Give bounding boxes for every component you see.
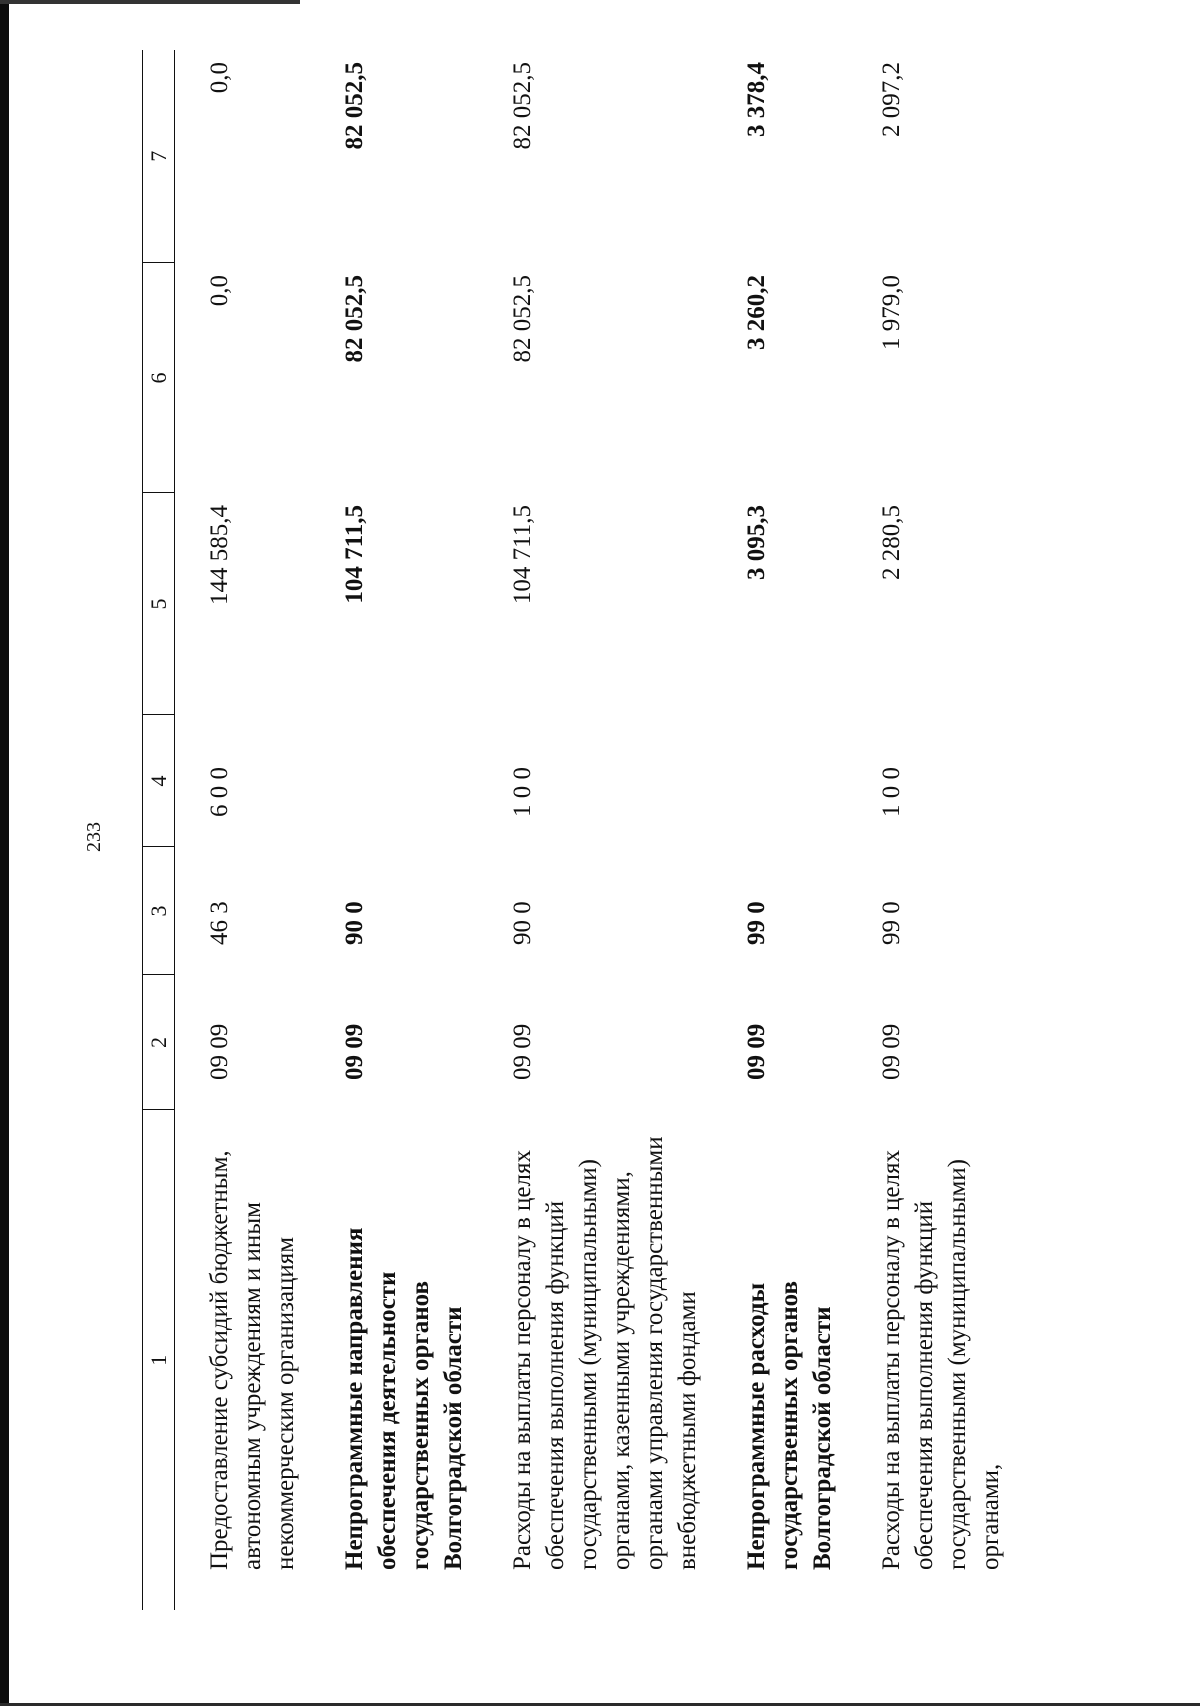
row-description: Непрограммные расходы государственных органов Волгоградской области [743, 1280, 836, 1570]
header-cell: 3 [143, 847, 175, 975]
amount-col7: 2 097,2 [878, 62, 905, 137]
row-description: Предоставление субсидий бюджетным, автономным учреждениям и иным некоммерческим организациям [206, 1150, 299, 1570]
scan-edge-left [0, 0, 9, 1706]
program-code: 99 0 [878, 901, 905, 945]
section-code: 09 09 [206, 1023, 233, 1080]
amount-col6: 82 052,5 [341, 275, 368, 363]
header-cell: 4 [143, 715, 175, 847]
section-code: 09 09 [509, 1023, 536, 1080]
expense-type-code: 1 0 0 [878, 767, 905, 817]
amount-col5: 104 711,5 [341, 505, 368, 604]
rotated-page [142, 50, 1042, 1610]
program-code: 90 0 [509, 901, 536, 945]
table-row [712, 50, 847, 1610]
amount-col5: 104 711,5 [509, 505, 536, 605]
amount-col5: 2 280,5 [878, 505, 905, 580]
header-cell: 2 [143, 975, 175, 1110]
header-cell: 5 [143, 493, 175, 715]
header-cell: 6 [143, 263, 175, 493]
table-row [310, 50, 478, 1610]
section-code: 09 09 [341, 1023, 368, 1080]
row-description: Непрограммные направления обеспечения деятельности государственных органов Волгоградской области [341, 1227, 467, 1570]
table-row [175, 50, 311, 1610]
header-cell: 7 [143, 50, 175, 263]
table-header-row [143, 50, 175, 1610]
table-row [847, 50, 1015, 1610]
program-code: 90 0 [341, 901, 368, 945]
amount-col7: 82 052,5 [341, 62, 368, 150]
amount-col7: 0,0 [206, 62, 233, 94]
program-code: 46 3 [206, 901, 233, 945]
amount-col6: 82 052,5 [509, 275, 536, 363]
amount-col7: 82 052,5 [509, 62, 536, 150]
amount-col7: 3 378,4 [743, 62, 770, 137]
section-code: 09 09 [743, 1023, 770, 1080]
table-row [478, 50, 712, 1610]
scan-edge-top [0, 0, 300, 4]
amount-col6: 1 979,0 [878, 275, 905, 350]
amount-col6: 3 260,2 [743, 275, 770, 350]
section-code: 09 09 [878, 1023, 905, 1080]
amount-col6: 0,0 [206, 275, 233, 307]
amount-col5: 144 585,4 [206, 505, 233, 605]
expense-type-code [310, 715, 478, 847]
row-description: Расходы на выплаты персоналу в целях обеспечения выполнения функций государственными (муниципальными) органами, казенными учреждениями, органами управления государственными внебюджетными фондами [509, 1136, 701, 1570]
expense-type-code: 6 0 0 [206, 767, 233, 817]
budget-table [142, 50, 1015, 1610]
expense-type-code [712, 715, 847, 847]
expense-type-code: 1 0 0 [509, 767, 536, 817]
amount-col5: 3 095,3 [743, 505, 770, 580]
program-code: 99 0 [743, 901, 770, 945]
row-description: Расходы на выплаты персоналу в целях обеспечения выполнения функций государственными (муниципальными) органами, [878, 1150, 1004, 1570]
header-cell: 1 [143, 1110, 175, 1610]
page-number: 233 [83, 822, 105, 852]
